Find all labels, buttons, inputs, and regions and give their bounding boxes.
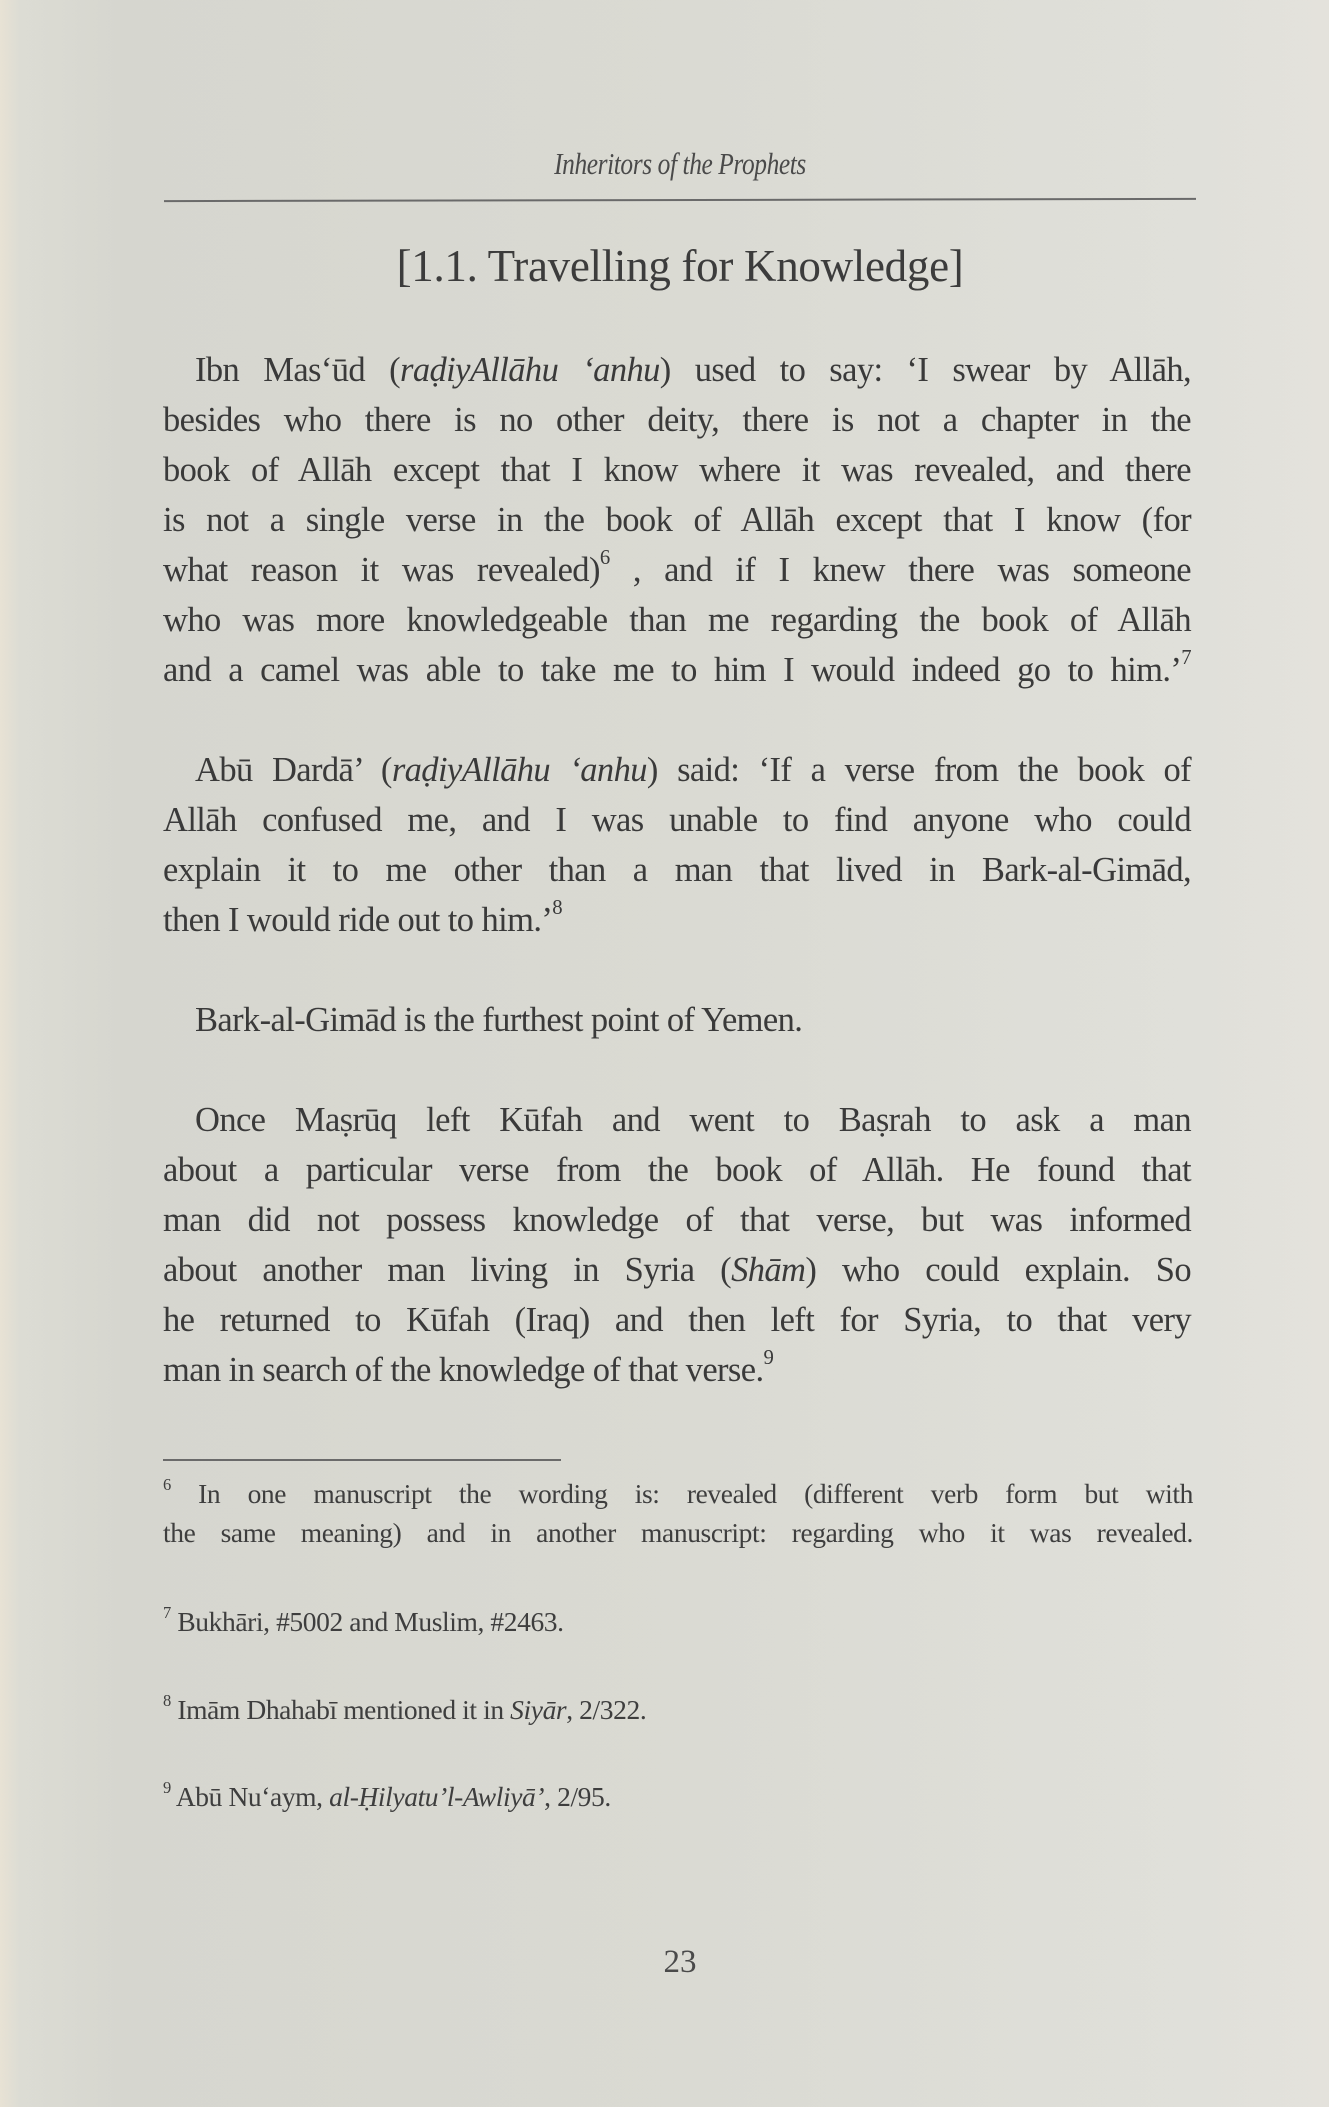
header-rule [164,198,1196,202]
text-line [163,1347,1191,1390]
text-span: , 2/322. [566,1694,647,1725]
text-span: , and if I knew there was someone [609,551,1191,589]
italic-title: al-Ḥilyatu’l-Awliyā’ [329,1781,545,1812]
text-line [195,750,1191,790]
text-line: about a particular verse from the book of Allāh. He found that [163,1151,1191,1189]
text-line: Bark-al-Gimād is the furthest point of Yemen. [195,1001,803,1039]
text-line: explain it to me other than a man that lived in Bark-al-Gimād, [163,851,1191,889]
text-line: he returned to Kūfah (Iraq) and then left for Syria, to that very [163,1301,1191,1339]
text-line: Once Maṣrūq left Kūfah and went to Baṣrah to ask a man [195,1101,1191,1139]
footnote-line [163,1602,1193,1639]
text-span: about another man living in Syria ( [163,1251,732,1289]
text-line [163,647,1191,690]
text-span: then I would ride out to him.’ [163,901,553,939]
text-span: Bukhāri, #5002 and Muslim, #2463. [170,1606,564,1637]
text-span: man in search of the knowledge of that verse. [163,1351,764,1389]
footnote-number: 7 [163,1602,171,1622]
text-line: who was more knowledgeable than me regarding the book of Allāh [163,601,1191,639]
section-title: [1.1. Travelling for Knowledge] [396,241,964,291]
footnote-line [163,1777,1193,1814]
text-span: ) said: ‘If a verse from the book of [646,751,1191,789]
footnote-ref-7[interactable]: 7 [1181,647,1191,670]
footnote-ref-6[interactable]: 6 [599,547,610,570]
running-head: Inheritors of the Prophets [554,146,806,181]
text-span: and a camel was able to take me to him I would indeed go to him.’ [163,651,1182,689]
footnote-rule [163,1459,561,1461]
text-span: Abū Nu‘aym, [170,1781,330,1812]
page-number: 23 [663,1944,697,1980]
footnote-ref-9[interactable]: 9 [763,1347,774,1370]
italic-term: raḍiyAllāhu ‘anhu [400,351,660,389]
text-span: what reason it was revealed) [163,551,600,589]
text-line: man did not possess knowledge of that verse, but was informed [163,1201,1191,1239]
text-span: In one manuscript the wording is: revealed (different verb form but with [170,1478,1193,1509]
footnote-line: the same meaning) and in another manuscript: regarding who it was revealed. [163,1517,1193,1548]
italic-term: raḍiyAllāhu ‘anhu [391,751,647,789]
text-line [163,897,1191,940]
footnote-line [163,1474,1193,1511]
footnote-number: 6 [163,1474,171,1494]
footnote-number: 9 [163,1777,171,1797]
text-span: , 2/95. [544,1781,611,1812]
text-line [195,350,1191,390]
text-line: is not a single verse in the book of Allāh except that I know (for [163,501,1191,539]
text-line: Allāh confused me, and I was unable to find anyone who could [163,801,1191,839]
italic-title: Siyār [510,1694,567,1725]
footnote-line [163,1690,1193,1727]
text-line [163,1250,1191,1290]
text-span: Abū Dardā’ ( [195,751,392,789]
text-span: Imām Dhahabī mentioned it in [170,1694,511,1725]
text-line: book of Allāh except that I know where it was revealed, and there [163,451,1191,489]
footnote-ref-8[interactable]: 8 [552,897,562,920]
text-span: ) used to say: ‘I swear by Allāh, [659,351,1191,389]
text-line [163,547,1191,590]
text-span: ) who could explain. So [805,1251,1191,1289]
italic-term: Shām [731,1251,806,1289]
text-span: Ibn Mas‘ūd ( [195,351,400,389]
footnote-number: 8 [163,1690,171,1710]
text-line: besides who there is no other deity, there is not a chapter in the [163,401,1191,439]
